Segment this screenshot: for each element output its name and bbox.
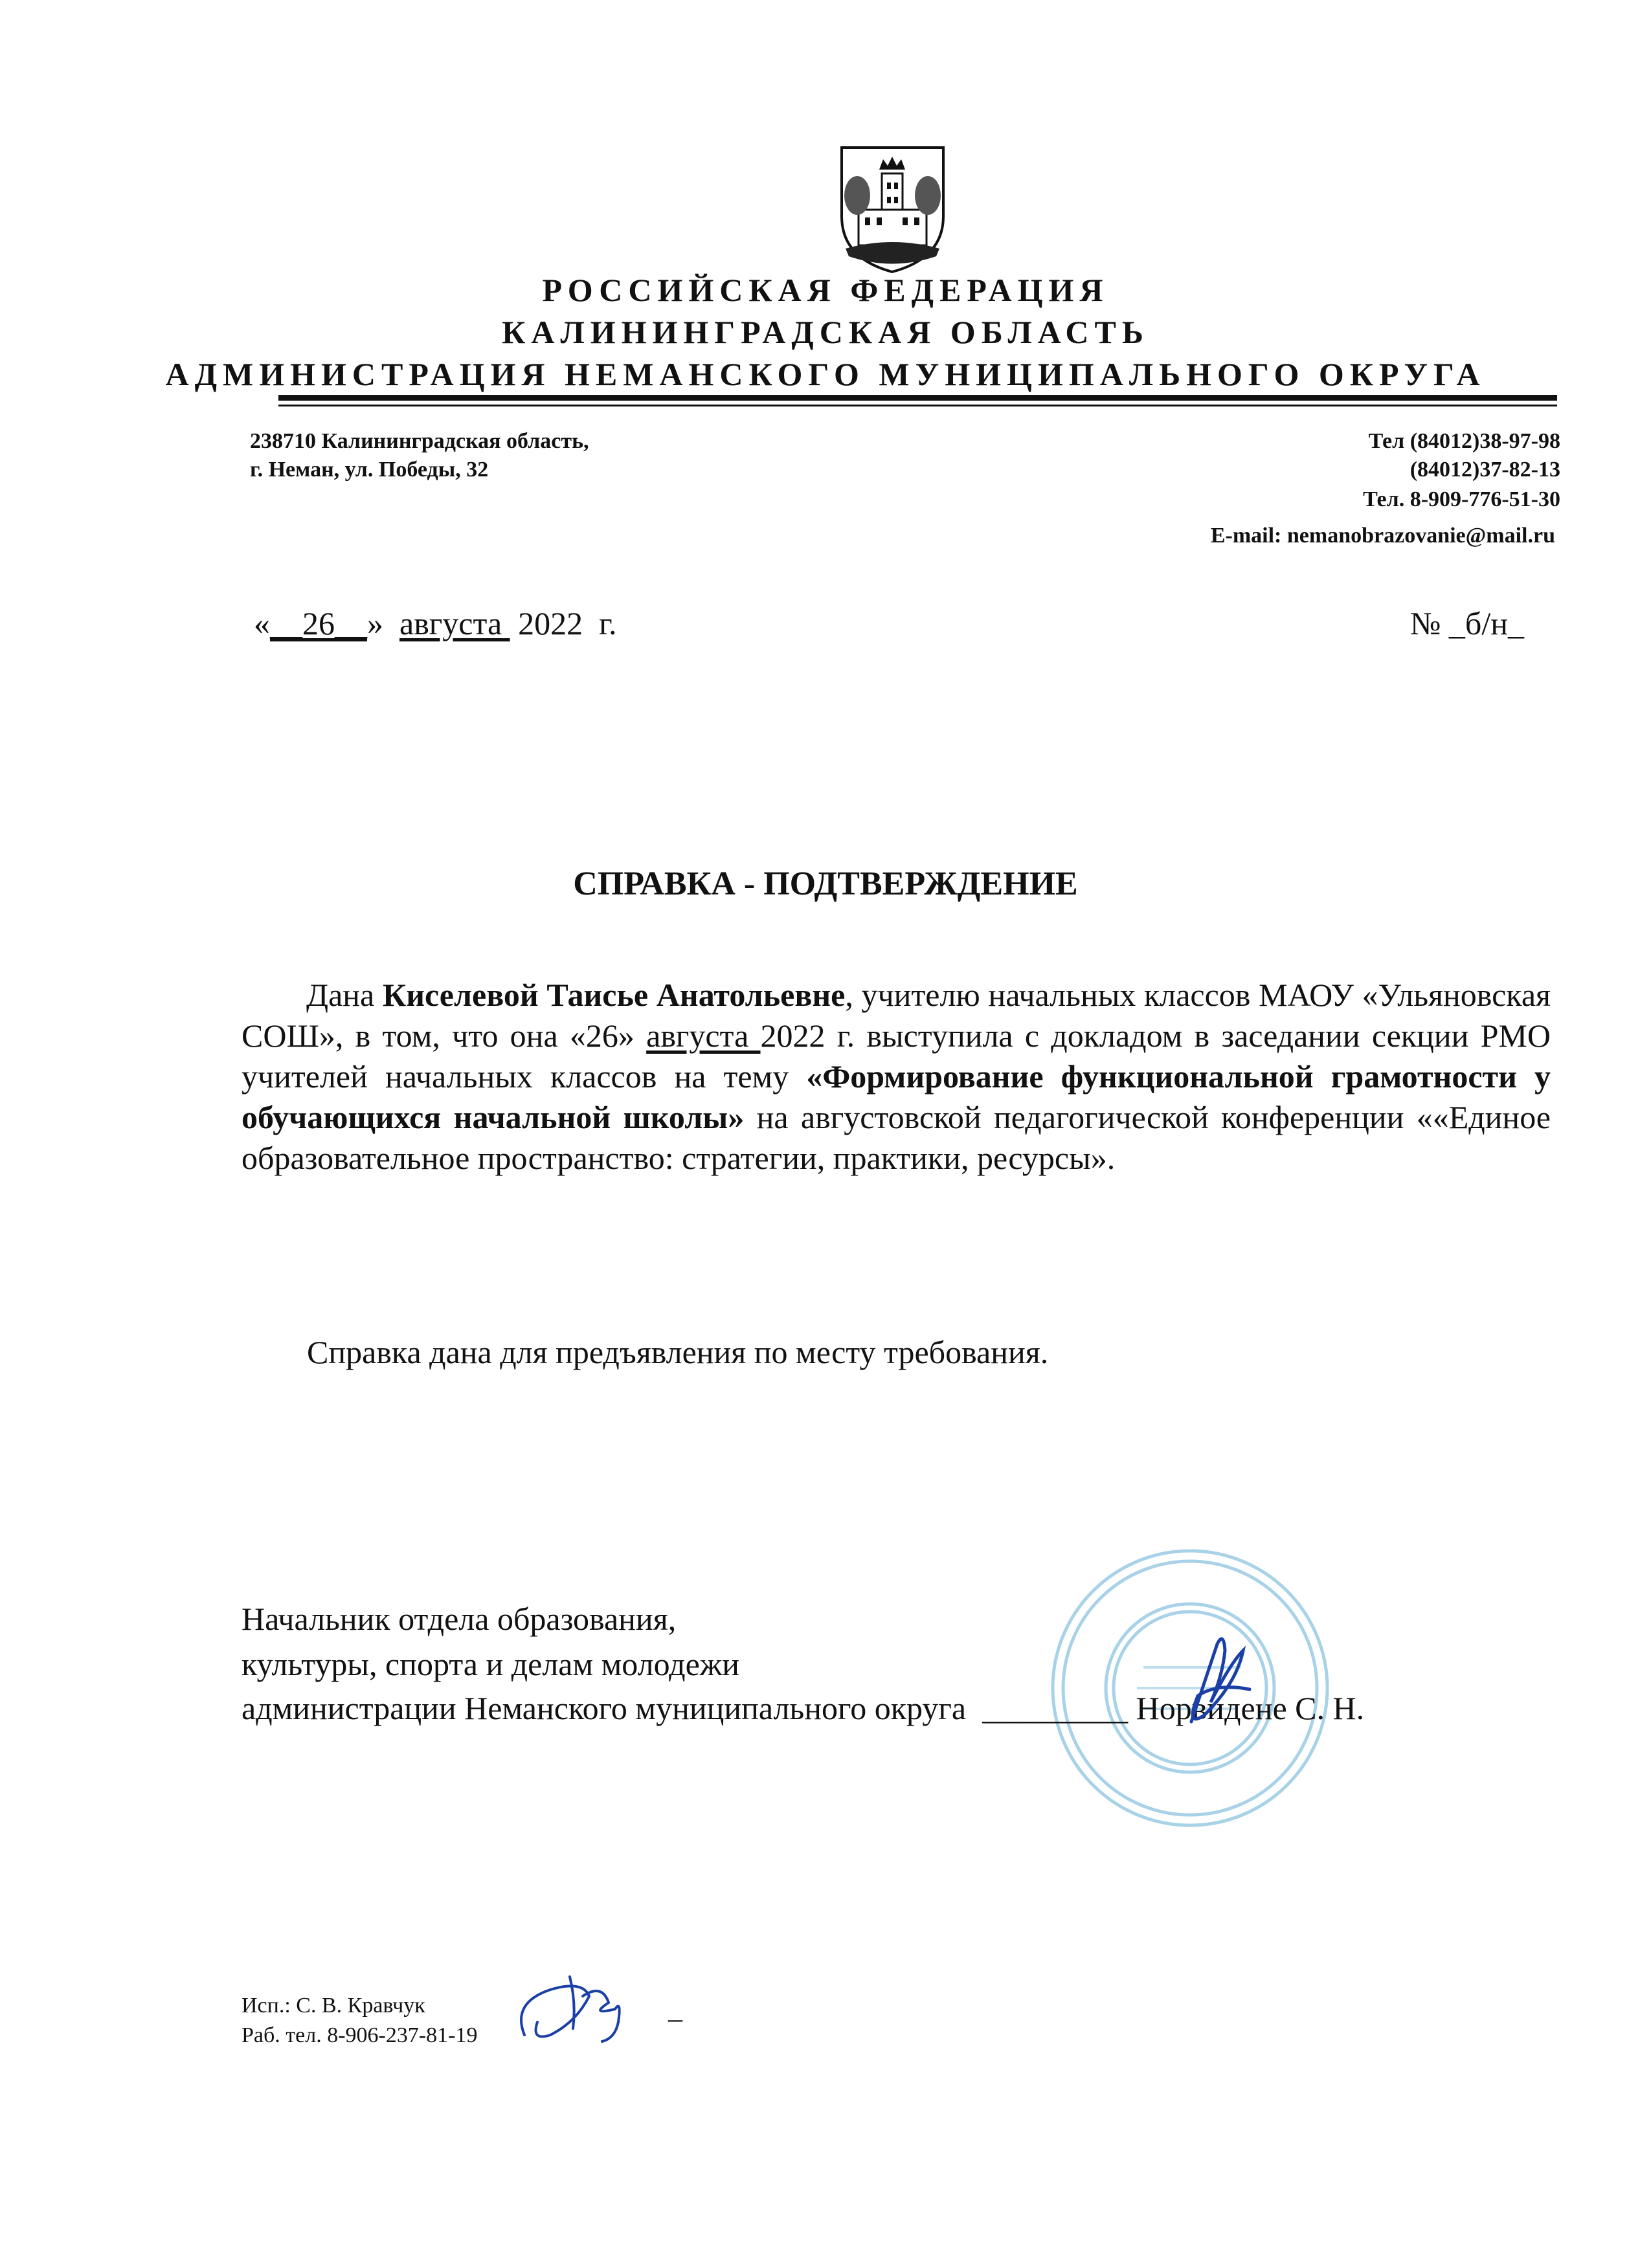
- phone-2: (84012)37-82-13: [1410, 458, 1560, 482]
- address-line-1: 238710 Калининградская область,: [250, 429, 589, 453]
- paragraph-part-1: , учителю начальных классов МАОУ «Ульяновская СОШ», в том, что она «26»: [241, 977, 1551, 1054]
- signatory-line-1: Начальник отдела образования,: [241, 1601, 677, 1637]
- header-region: КАЛИНИНГРАДСКАЯ ОБЛАСТЬ: [502, 314, 1149, 350]
- paragraph-intro: Дана: [306, 977, 383, 1013]
- recipient-name: Киселевой Таисье Анатольевне: [382, 977, 846, 1013]
- signatory-line-2: культуры, спорта и делам молодежи: [241, 1646, 740, 1682]
- document-title: СПРАВКА - ПОДТВЕРЖДЕНИЕ: [573, 865, 1078, 902]
- header-administration: АДМИНИСТРАЦИЯ НЕМАНСКОГО МУНИЦИПАЛЬНОГО ОКРУГА: [165, 356, 1486, 392]
- date-day: __26__: [270, 605, 367, 641]
- email: E-mail: nemanobrazovanie@mail.ru: [1210, 524, 1555, 548]
- header-rule-thin: [278, 405, 1557, 406]
- phone-1: Тел (84012)38-97-98: [1368, 429, 1560, 453]
- date-year: 2022 г.: [518, 605, 617, 641]
- coat-of-arms-emblem: [839, 145, 946, 274]
- report-topic: «Формирование функциональной грамотности у обучающихся начальной школы»: [241, 1058, 1551, 1135]
- main-paragraph: [241, 975, 1551, 1179]
- date-open-quote: «: [254, 605, 270, 641]
- work-phone: Раб. тел. 8-906-237-81-19: [241, 2023, 478, 2047]
- date-month: августа: [399, 605, 510, 641]
- address-line-2: г. Неман, ул. Победы, 32: [250, 458, 489, 482]
- paragraph-part-2: 2022 г. выступила с докладом в заседании секции РМО учителей начальных классов на тему: [241, 1017, 1551, 1095]
- header-rule-thick: [278, 395, 1557, 401]
- executor-name: Исп.: С. В. Кравчук: [241, 1994, 425, 2018]
- signatory-name: Норвидене С. Н.: [1136, 1690, 1365, 1726]
- document-number: № _б/н_: [1410, 605, 1524, 641]
- signature-blank: _________: [982, 1690, 1129, 1726]
- executor-signature: [511, 1964, 667, 2048]
- signatory-position: администрации Неманского муниципального округа: [241, 1690, 967, 1726]
- date-close-quote: »: [367, 605, 383, 641]
- purpose-note: Справка дана для предъявления по месту требования.: [307, 1334, 1049, 1370]
- paragraph-month: августа: [646, 1017, 761, 1054]
- phone-3: Тел. 8-909-776-51-30: [1363, 487, 1560, 511]
- header-country: РОССИЙСКАЯ ФЕДЕРАЦИЯ: [542, 272, 1109, 308]
- handwritten-signature: [1165, 1625, 1263, 1735]
- paragraph-part-3: на августовской педагогической конференции ««Единое образовательное пространство: стратегии, практики, ресурсы».: [241, 1099, 1551, 1176]
- date-line: [254, 602, 617, 645]
- footer-dash: –: [668, 2003, 682, 2034]
